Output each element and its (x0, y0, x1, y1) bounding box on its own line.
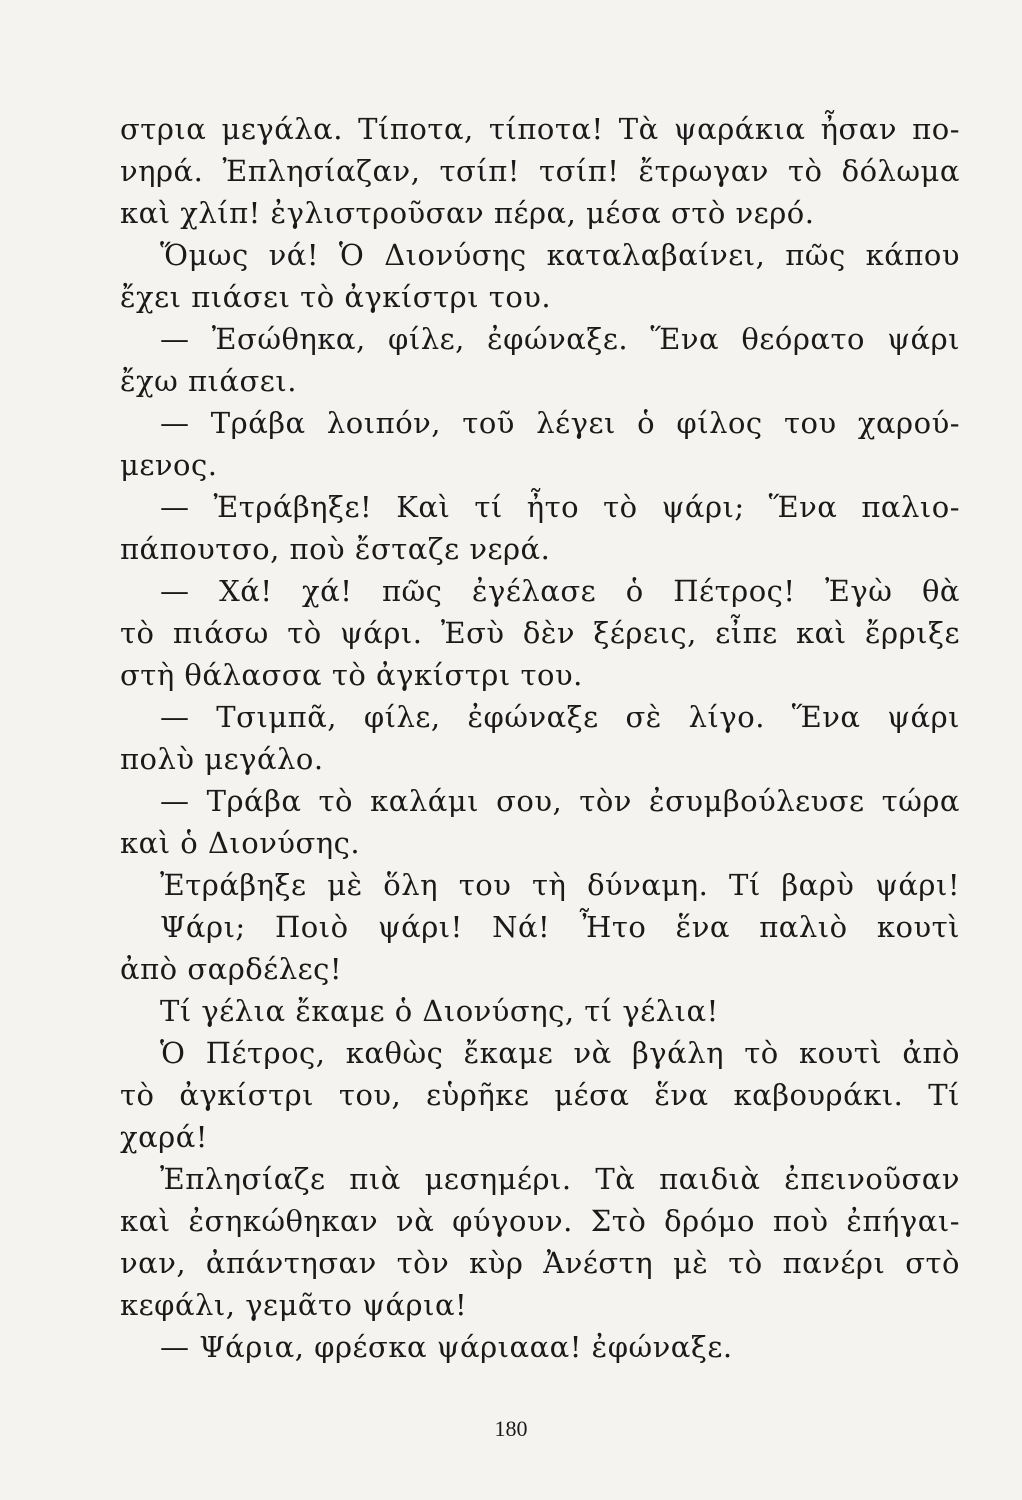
text-line: Τί γέλια ἔκαμε ὁ Διονύσης, τί γέλια! (160, 994, 719, 1028)
text-line: — Ἐσώθηκα, φίλε, ἐφώναξε. Ἕνα θεόρατο ψάρι (160, 322, 960, 356)
text-line: — Χά! χά! πῶς ἐγέλασε ὁ Πέτρος! Ἐγὼ θὰ (160, 574, 960, 608)
text-line: Ὅμως νά! Ὁ Διονύσης καταλαβαίνει, πῶς κάπου (160, 238, 960, 272)
text-line: πάπουτσο, ποὺ ἔσταζε νερά. (120, 532, 551, 566)
text-line: τὸ πιάσω τὸ ψάρι. Ἐσὺ δὲν ξέρεις, εἶπε καὶ ἔρριξε (120, 616, 960, 650)
text-line: νηρά. Ἐπλησίαζαν, τσίπ! τσίπ! ἔτρωγαν τὸ δόλωμα (120, 154, 960, 188)
text-line: — Τσιμπᾶ, φίλε, ἐφώναξε σὲ λίγο. Ἕνα ψάρι (160, 700, 960, 734)
text-line: — Τράβα λοιπόν, τοῦ λέγει ὁ φίλος του χαρού- (160, 406, 960, 440)
text-line: μενος. (120, 448, 218, 482)
text-line: στὴ θάλασσα τὸ ἀγκίστρι του. (120, 658, 583, 692)
text-line: κεφάλι, γεμᾶτο ψάρια! (120, 1288, 468, 1322)
text-line: καὶ ὁ Διονύσης. (120, 826, 361, 860)
text-line: Ἐπλησίαζε πιὰ μεσημέρι. Τὰ παιδιὰ ἐπεινοῦσαν (160, 1162, 960, 1196)
body-text (120, 108, 960, 1368)
text-line: τὸ ἀγκίστρι του, εὑρῆκε μέσα ἕνα καβουράκι. Τί (120, 1078, 960, 1112)
text-line: καὶ χλίπ! ἐγλιστροῦσαν πέρα, μέσα στὸ νερό. (120, 196, 815, 230)
text-line: Ψάρι; Ποιὸ ψάρι! Νά! Ἦτο ἕνα παλιὸ κουτὶ (160, 910, 960, 944)
text-line: ἔχω πιάσει. (120, 364, 297, 398)
text-line: — Ψάρια, φρέσκα ψάριααα! ἐφώναξε. (160, 1330, 733, 1364)
text-line: ἀπὸ σαρδέλες! (120, 952, 343, 986)
text-line: — Ἐτράβηξε! Καὶ τί ἦτο τὸ ψάρι; Ἕνα παλιο- (160, 490, 960, 524)
text-line: ἔχει πιάσει τὸ ἀγκίστρι του. (120, 280, 552, 314)
text-line: Ὁ Πέτρος, καθὼς ἔκαμε νὰ βγάλη τὸ κουτὶ ἀπὸ (160, 1036, 960, 1070)
text-line: — Τράβα τὸ καλάμι σου, τὸν ἐσυμβούλευσε τώρα (160, 784, 960, 818)
text-line: χαρά! (120, 1120, 208, 1154)
page-number: 180 (494, 1416, 528, 1441)
text-line: πολὺ μεγάλο. (120, 742, 324, 776)
text-line: καὶ ἐσηκώθηκαν νὰ φύγουν. Στὸ δρόμο ποὺ ἐπήγαι- (120, 1204, 960, 1238)
text-line: στρια μεγάλα. Τίποτα, τίποτα! Τὰ ψαράκια ἦσαν πο- (120, 112, 960, 146)
text-line: ναν, ἀπάντησαν τὸν κὺρ Ἀνέστη μὲ τὸ πανέρι στὸ (120, 1246, 960, 1280)
text-line: Ἐτράβηξε μὲ ὅλη του τὴ δύναμη. Τί βαρὺ ψάρι! (160, 868, 960, 902)
